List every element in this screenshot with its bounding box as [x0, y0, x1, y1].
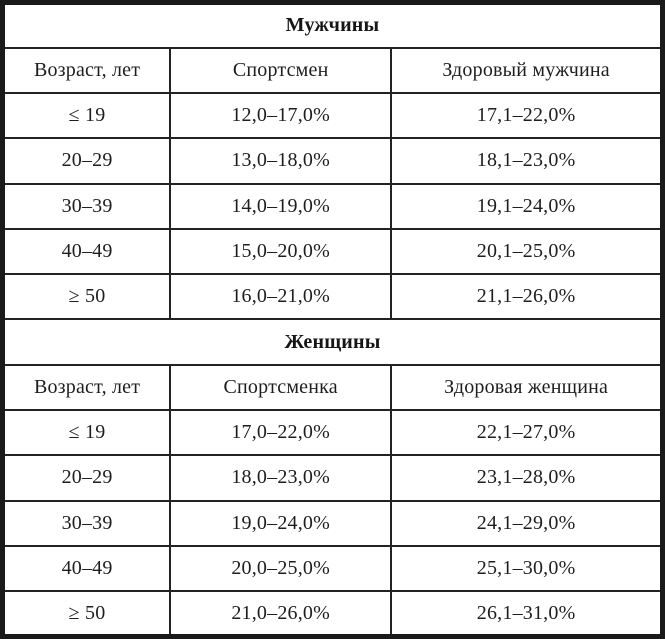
table-row	[3, 229, 663, 274]
age-cell: ≥ 50	[3, 591, 171, 636]
age-cell: ≥ 50	[3, 274, 171, 319]
value-cell: 15,0–20,0%	[170, 229, 391, 274]
value-cell: 17,0–22,0%	[170, 410, 391, 455]
age-cell: 20–29	[3, 138, 171, 183]
table-row	[3, 274, 663, 319]
column-header: Здоровый мужчина	[391, 48, 662, 93]
age-cell: ≤ 19	[3, 93, 171, 138]
value-cell: 21,1–26,0%	[391, 274, 662, 319]
section-title-row	[3, 3, 663, 48]
value-cell: 22,1–27,0%	[391, 410, 662, 455]
table-body	[3, 3, 663, 637]
age-cell: 40–49	[3, 229, 171, 274]
column-header: Возраст, лет	[3, 365, 171, 410]
column-header: Спортсменка	[170, 365, 391, 410]
section-title: Женщины	[3, 319, 663, 364]
age-cell: 30–39	[3, 501, 171, 546]
column-header: Спортсмен	[170, 48, 391, 93]
value-cell: 23,1–28,0%	[391, 455, 662, 500]
age-cell: 20–29	[3, 455, 171, 500]
table-row	[3, 410, 663, 455]
table-row	[3, 591, 663, 636]
age-cell: 30–39	[3, 184, 171, 229]
table-row	[3, 93, 663, 138]
table-row	[3, 455, 663, 500]
value-cell: 18,1–23,0%	[391, 138, 662, 183]
section-title-row	[3, 319, 663, 364]
column-header: Здоровая женщина	[391, 365, 662, 410]
age-cell: 40–49	[3, 546, 171, 591]
column-header-row	[3, 365, 663, 410]
value-cell: 18,0–23,0%	[170, 455, 391, 500]
value-cell: 16,0–21,0%	[170, 274, 391, 319]
value-cell: 20,0–25,0%	[170, 546, 391, 591]
value-cell: 17,1–22,0%	[391, 93, 662, 138]
column-header: Возраст, лет	[3, 48, 171, 93]
value-cell: 25,1–30,0%	[391, 546, 662, 591]
value-cell: 24,1–29,0%	[391, 501, 662, 546]
value-cell: 19,0–24,0%	[170, 501, 391, 546]
value-cell: 20,1–25,0%	[391, 229, 662, 274]
value-cell: 14,0–19,0%	[170, 184, 391, 229]
table-row	[3, 184, 663, 229]
column-header-row	[3, 48, 663, 93]
section-title: Мужчины	[3, 3, 663, 48]
table-row	[3, 138, 663, 183]
value-cell: 26,1–31,0%	[391, 591, 662, 636]
value-cell: 12,0–17,0%	[170, 93, 391, 138]
age-cell: ≤ 19	[3, 410, 171, 455]
table-row	[3, 501, 663, 546]
table-row	[3, 546, 663, 591]
value-cell: 19,1–24,0%	[391, 184, 662, 229]
value-cell: 13,0–18,0%	[170, 138, 391, 183]
value-cell: 21,0–26,0%	[170, 591, 391, 636]
